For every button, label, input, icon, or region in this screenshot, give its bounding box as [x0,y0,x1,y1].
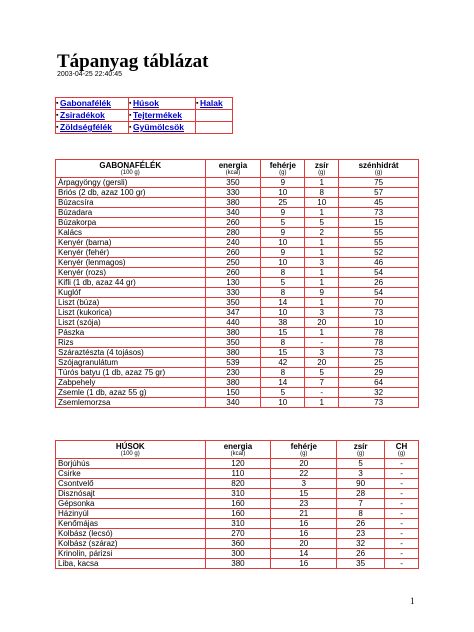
value-cell: - [385,489,419,499]
value-cell: 26 [337,519,385,529]
value-cell: 230 [205,368,261,378]
nav-row [56,98,233,110]
value-cell: 3 [271,479,337,489]
value-cell: 46 [339,258,419,268]
value-cell: 32 [337,539,385,549]
food-name-cell: Túrós batyu (1 db, azaz 75 gr) [56,368,206,378]
food-name-cell: Pászka [56,328,206,338]
value-cell: 260 [205,248,261,258]
nav-empty-cell [196,110,233,122]
value-cell: 3 [337,469,385,479]
value-cell: - [385,499,419,509]
value-cell: 330 [205,188,261,198]
value-cell: 360 [205,539,271,549]
value-cell: 9 [261,178,305,188]
table-row [56,258,419,268]
value-cell: 7 [337,499,385,509]
column-header [385,441,419,459]
table-row [56,268,419,278]
nav-link-zoldsegfelek[interactable]: ▪ Zöldségfélék [56,122,129,134]
nav-link-tejtermekek[interactable]: ▪ Tejtermékek [129,110,196,122]
value-cell: 340 [205,398,261,408]
value-cell: 28 [337,489,385,499]
value-cell: 1 [305,208,339,218]
table-row [56,509,419,519]
table-row [56,198,419,208]
table-row [56,298,419,308]
husok-table [55,440,419,569]
food-name-cell: Kolbász (lecsó) [56,529,206,539]
table-header-row [56,160,419,178]
column-header-label: HÚSOK [115,442,145,451]
food-name-cell: Rizs [56,338,206,348]
nav-link-zsiradekok[interactable]: ▪ Zsiradékok [56,110,129,122]
column-header-label: GABONAFÉLÉK [99,161,162,170]
food-name-cell: Kalács [56,228,206,238]
value-cell: 1 [305,268,339,278]
value-cell: 130 [205,278,261,288]
page-title: Tápanyag táblázat [57,51,209,72]
nav-link-gabonafelek[interactable]: ▪ Gabonafélék [56,98,129,110]
value-cell: 340 [205,208,261,218]
table-row [56,248,419,258]
value-cell: 10 [261,238,305,248]
food-name-cell: Kifli (1 db, azaz 44 gr) [56,278,206,288]
food-name-cell: Szójagranulátum [56,358,206,368]
food-name-cell: Krinolin, párizsi [56,549,206,559]
value-cell: 8 [261,288,305,298]
bullet-icon: ▪ [56,112,59,119]
value-cell: 5 [337,459,385,469]
table-row [56,178,419,188]
value-cell: 14 [271,549,337,559]
value-cell: 23 [271,499,337,509]
value-cell: 10 [261,308,305,318]
value-cell: 75 [339,178,419,188]
column-header-label: fehérje [269,161,296,170]
value-cell: 10 [305,198,339,208]
food-name-cell: Zabpehely [56,378,206,388]
value-cell: 16 [271,529,337,539]
table-row [56,208,419,218]
bullet-icon: ▪ [56,124,59,131]
value-cell: 16 [271,559,337,569]
table-row [56,479,419,489]
value-cell: 78 [339,328,419,338]
value-cell: 350 [205,298,261,308]
value-cell: 42 [261,358,305,368]
value-cell: 8 [261,268,305,278]
column-header-unit: (g) [356,451,365,457]
nav-empty-cell [196,122,233,134]
value-cell: 5 [305,368,339,378]
value-cell: 8 [305,188,339,198]
table-row [56,388,419,398]
value-cell: 78 [339,338,419,348]
value-cell: 15 [261,328,305,338]
table-row [56,549,419,559]
gabonafelek-table [55,159,419,408]
value-cell: 20 [271,539,337,549]
column-header-unit: (100 g) [120,170,140,176]
value-cell: 3 [305,308,339,318]
bullet-icon: ▪ [196,100,199,107]
nav-link-halak[interactable]: ▪ Halak [196,98,233,110]
table-row [56,238,419,248]
value-cell: 9 [261,228,305,238]
column-header [56,160,206,178]
column-header-unit: (g) [374,170,383,176]
column-header-unit: (g) [318,170,326,176]
value-cell: 55 [339,228,419,238]
column-header-unit: (g) [397,451,406,457]
column-header-unit: (kcal) [225,170,241,176]
value-cell: 1 [305,178,339,188]
table-row [56,318,419,328]
table-row [56,338,419,348]
value-cell: 26 [339,278,419,288]
table-row [56,218,419,228]
food-name-cell: Csontvelő [56,479,206,489]
value-cell: 14 [261,378,305,388]
bullet-icon: ▪ [56,100,59,107]
column-header [261,160,305,178]
column-header-label: szénhidrát [358,161,399,170]
value-cell: 70 [339,298,419,308]
value-cell: 57 [339,188,419,198]
table-row [56,398,419,408]
value-cell: 110 [205,469,271,479]
table-row [56,539,419,549]
nav-link-gyumolcsok[interactable]: ▪ Gyümölcsök [129,122,196,134]
category-nav-table [55,97,233,134]
value-cell: - [305,338,339,348]
value-cell: 7 [305,378,339,388]
value-cell: - [385,459,419,469]
food-name-cell: Búzadara [56,208,206,218]
food-name-cell: Liba, kacsa [56,559,206,569]
value-cell: 380 [205,348,261,358]
value-cell: 1 [305,278,339,288]
table-header-row [56,441,419,459]
table-row [56,469,419,479]
value-cell: 380 [205,328,261,338]
table-row [56,278,419,288]
value-cell: 380 [205,559,271,569]
value-cell: 330 [205,288,261,298]
table-row [56,459,419,469]
table-row [56,348,419,358]
value-cell: 240 [205,238,261,248]
value-cell: 280 [205,228,261,238]
table-row [56,529,419,539]
value-cell: 8 [337,509,385,519]
value-cell: 8 [261,368,305,378]
value-cell: 160 [205,509,271,519]
value-cell: 350 [205,178,261,188]
food-name-cell: Kenyér (lenmagos) [56,258,206,268]
value-cell: 20 [271,459,337,469]
column-header-label: energia [223,442,253,451]
food-name-cell: Kuglóf [56,288,206,298]
food-name-cell: Búzakorpa [56,218,206,228]
column-header-label: zsír [314,161,329,170]
column-header-unit: (g) [300,451,308,457]
table-row [56,288,419,298]
value-cell: 15 [339,218,419,228]
column-header [205,160,261,178]
column-header [205,441,271,459]
food-name-cell: Árpagyöngy (gersli) [56,178,206,188]
value-cell: 380 [205,378,261,388]
value-cell: 20 [305,358,339,368]
value-cell: 5 [261,218,305,228]
food-name-cell: Gépsonka [56,499,206,509]
column-header [339,160,419,178]
table-row [56,358,419,368]
value-cell: 539 [205,358,261,368]
value-cell: 15 [261,348,305,358]
bullet-icon: ▪ [129,112,132,119]
value-cell: 9 [261,208,305,218]
value-cell: 2 [305,228,339,238]
value-cell: 10 [261,258,305,268]
value-cell: 260 [205,268,261,278]
value-cell: 440 [205,318,261,328]
value-cell: 350 [205,338,261,348]
value-cell: 1 [305,398,339,408]
value-cell: 73 [339,308,419,318]
page-number: 1 [410,596,415,606]
value-cell: 9 [261,248,305,258]
value-cell: 1 [305,238,339,248]
value-cell: - [385,539,419,549]
value-cell: 10 [339,318,419,328]
table-row [56,228,419,238]
value-cell: 9 [305,288,339,298]
food-name-cell: Liszt (szója) [56,318,206,328]
food-name-cell: Kenyér (barna) [56,238,206,248]
value-cell: 29 [339,368,419,378]
food-name-cell: Házinyúl [56,509,206,519]
value-cell: 260 [205,218,261,228]
value-cell: 120 [205,459,271,469]
value-cell: - [385,519,419,529]
value-cell: 820 [205,479,271,489]
value-cell: 64 [339,378,419,388]
value-cell: 14 [261,298,305,308]
value-cell: 16 [271,519,337,529]
food-name-cell: Zsemlemorzsa [56,398,206,408]
food-name-cell: Liszt (búza) [56,298,206,308]
value-cell: 1 [305,298,339,308]
value-cell: - [385,559,419,569]
value-cell: 5 [261,278,305,288]
column-header-unit: (100 g) [120,451,140,457]
value-cell: 25 [261,198,305,208]
food-name-cell: Kenyér (fehér) [56,248,206,258]
food-name-cell: Borjúhús [56,459,206,469]
value-cell: 300 [205,549,271,559]
nav-row [56,122,233,134]
value-cell: 3 [305,348,339,358]
table-row [56,499,419,509]
value-cell: 55 [339,238,419,248]
table-row [56,328,419,338]
table-row [56,489,419,499]
value-cell: 1 [305,328,339,338]
value-cell: 73 [339,348,419,358]
value-cell: 160 [205,499,271,509]
value-cell: 25 [339,358,419,368]
column-header [271,441,337,459]
value-cell: - [305,388,339,398]
column-header-unit: (g) [279,170,287,176]
value-cell: 310 [205,489,271,499]
value-cell: 73 [339,208,419,218]
food-name-cell: Disznósajt [56,489,206,499]
value-cell: - [385,509,419,519]
bullet-icon: ▪ [129,100,132,107]
table-row [56,559,419,569]
value-cell: 310 [205,519,271,529]
table-row [56,308,419,318]
food-name-cell: Száraztészta (4 tojásos) [56,348,206,358]
column-header [337,441,385,459]
food-name-cell: Zsemle (1 db, azaz 55 g) [56,388,206,398]
food-name-cell: Kenyér (rozs) [56,268,206,278]
value-cell: 10 [261,188,305,198]
value-cell: 32 [339,388,419,398]
food-name-cell: Csirke [56,469,206,479]
value-cell: 270 [205,529,271,539]
nav-row [56,110,233,122]
value-cell: 23 [337,529,385,539]
value-cell: 5 [305,218,339,228]
value-cell: 150 [205,388,261,398]
value-cell: 250 [205,258,261,268]
timestamp: 2003-04-25 22:40:45 [57,71,122,78]
value-cell: - [385,529,419,539]
table-row [56,188,419,198]
food-name-cell: Kolbász (száraz) [56,539,206,549]
column-header-label: CH [395,442,408,451]
value-cell: - [385,469,419,479]
value-cell: 73 [339,398,419,408]
value-cell: 35 [337,559,385,569]
value-cell: 45 [339,198,419,208]
value-cell: 90 [337,479,385,489]
column-header-label: zsír [353,442,368,451]
value-cell: 1 [305,248,339,258]
value-cell: 8 [261,338,305,348]
value-cell: 21 [271,509,337,519]
table-row [56,519,419,529]
table-row [56,378,419,388]
value-cell: 26 [337,549,385,559]
value-cell: 15 [271,489,337,499]
value-cell: 10 [261,398,305,408]
food-name-cell: Liszt (kukorica) [56,308,206,318]
nav-link-husok[interactable]: ▪ Húsok [129,98,196,110]
column-header [56,441,206,459]
value-cell: 22 [271,469,337,479]
value-cell: 54 [339,288,419,298]
bullet-icon: ▪ [129,124,132,131]
table-row [56,368,419,378]
value-cell: - [385,479,419,489]
value-cell: 54 [339,268,419,278]
food-name-cell: Kenőmájas [56,519,206,529]
value-cell: 5 [261,388,305,398]
value-cell: 3 [305,258,339,268]
column-header-unit: (kcal) [230,451,246,457]
food-name-cell: Búzacsíra [56,198,206,208]
column-header-label: energia [218,161,248,170]
value-cell: 20 [305,318,339,328]
value-cell: - [385,549,419,559]
value-cell: 52 [339,248,419,258]
value-cell: 38 [261,318,305,328]
column-header-label: fehérje [290,442,317,451]
food-name-cell: Briós (2 db, azaz 100 gr) [56,188,206,198]
value-cell: 347 [205,308,261,318]
column-header [305,160,339,178]
value-cell: 380 [205,198,261,208]
